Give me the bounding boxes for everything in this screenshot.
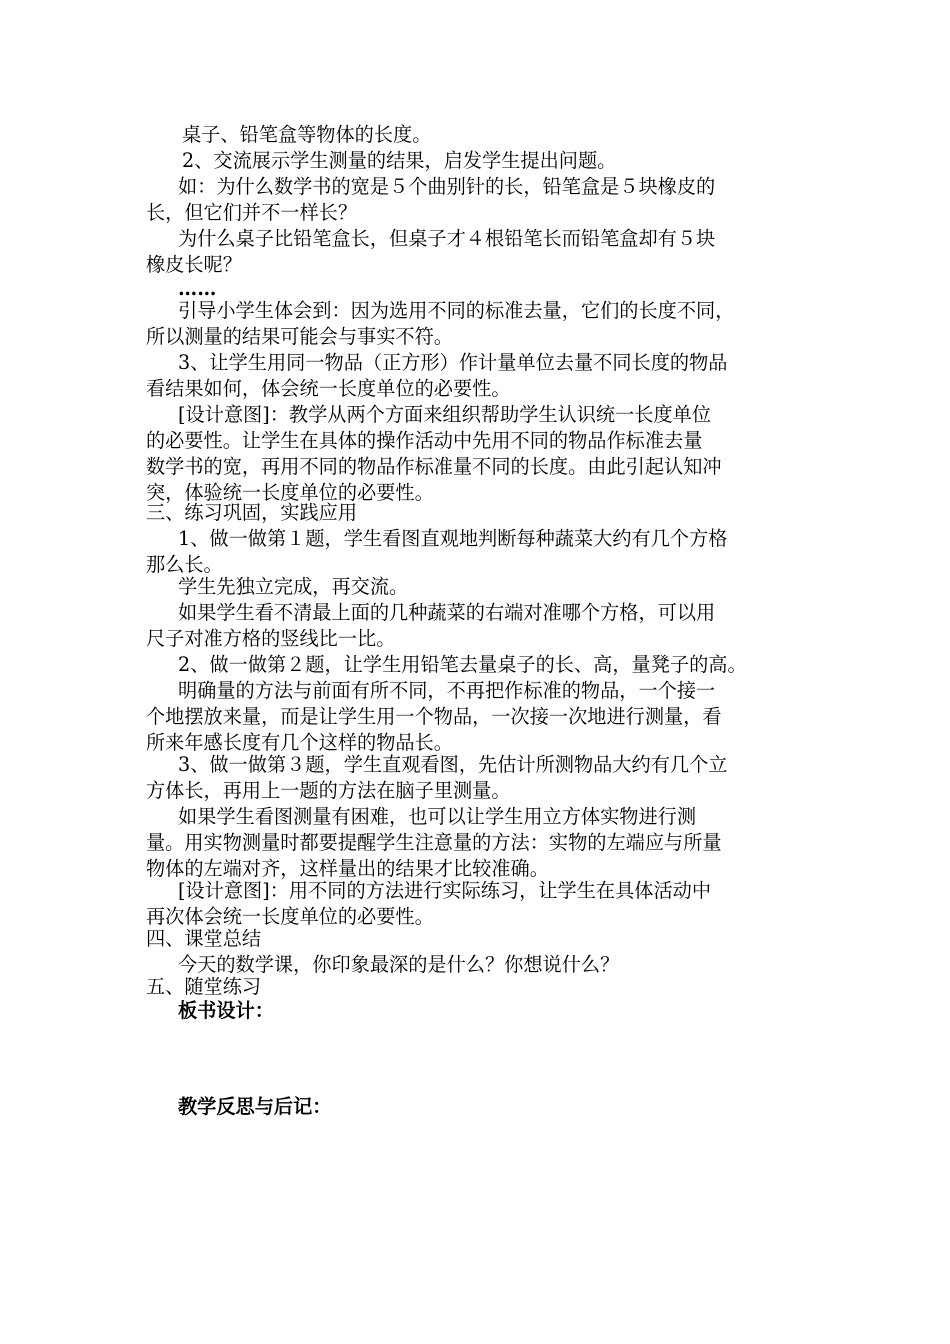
- text-line: 橡皮长呢？: [146, 253, 242, 276]
- text-line: 学生先独立完成，再交流。: [178, 575, 409, 598]
- text-line: 那么长。: [146, 553, 223, 576]
- text-line: 2、交流展示学生测量的结果，启发学生提出问题。: [182, 149, 617, 172]
- text-line: 所来年感长度有几个这样的物品长。: [146, 731, 453, 754]
- text-line: 突，体验统一长度单位的必要性。: [146, 481, 434, 504]
- text-line: 3、让学生用同一物品（正方形）作计量单位去量不同长度的物品: [178, 351, 728, 374]
- text-line: 教学反思与后记：: [178, 1095, 332, 1118]
- text-line: 个地摆放来量，而是让学生用一个物品，一次接一次地进行测量，看: [146, 705, 722, 728]
- text-line: 尺子对准方格的竖线比一比。: [146, 627, 396, 650]
- text-line: 如果学生看不清最上面的几种蔬菜的右端对准哪个方格，可以用: [178, 601, 716, 624]
- text-line: 如：为什么数学书的宽是５个曲别针的长，铅笔盒是５块橡皮的: [178, 175, 716, 198]
- text-line: 再次体会统一长度单位的必要性。: [146, 905, 434, 928]
- text-line: 为什么桌子比铅笔盒长，但桌子才４根铅笔长而铅笔盒却有５块: [178, 227, 716, 250]
- text-line: [设计意图]：用不同的方法进行实际练习，让学生在具体活动中: [178, 879, 712, 902]
- text-line: 今天的数学课，你印象最深的是什么？你想说什么？: [178, 953, 620, 976]
- text-line: 的必要性。让学生在具体的操作活动中先用不同的物品作标准去量: [146, 429, 703, 452]
- text-line: 量。用实物测量时都要提醒学生注意量的方法：实物的左端应与所量: [146, 831, 722, 854]
- text-line: 四、课堂总结: [146, 927, 262, 950]
- text-line: 三、练习巩固，实践应用: [146, 501, 358, 524]
- text-line: 长，但它们并不一样长？: [146, 201, 358, 224]
- text-line: 板书设计：: [178, 999, 274, 1022]
- text-line: 1、做一做第１题，学生看图直观地判断每种蔬菜大约有几个方格: [178, 527, 728, 550]
- text-line: 物体的左端对齐，这样量出的结果才比较准确。: [146, 857, 549, 880]
- text-line: [设计意图]：教学从两个方面来组织帮助学生认识统一长度单位: [178, 403, 712, 426]
- text-line: 数学书的宽，再用不同的物品作标准量不同的长度。由此引起认知冲: [146, 455, 722, 478]
- text-line: 引导小学生体会到：因为选用不同的标准去量，它们的长度不同，: [178, 299, 735, 322]
- text-line: 明确量的方法与前面有所不同，不再把作标准的物品，一个接一: [178, 679, 716, 702]
- text-line: 看结果如何，体会统一长度单位的必要性。: [146, 377, 511, 400]
- text-line: 五、随堂练习: [146, 975, 262, 998]
- text-line: 桌子、铅笔盒等物体的长度。: [182, 123, 432, 146]
- text-line: 3、做一做第３题，学生直观看图，先估计所测物品大约有几个立: [178, 753, 728, 776]
- text-line: ……: [178, 277, 217, 300]
- text-line: 如果学生看图测量有困难，也可以让学生用立方体实物进行测: [178, 805, 697, 828]
- text-line: 方体长，再用上一题的方法在脑子里测量。: [146, 779, 511, 802]
- text-line: 2、做一做第２题，让学生用铅笔去量桌子的长、高，量凳子的高。: [178, 653, 747, 676]
- text-line: 所以测量的结果可能会与事实不符。: [146, 325, 453, 348]
